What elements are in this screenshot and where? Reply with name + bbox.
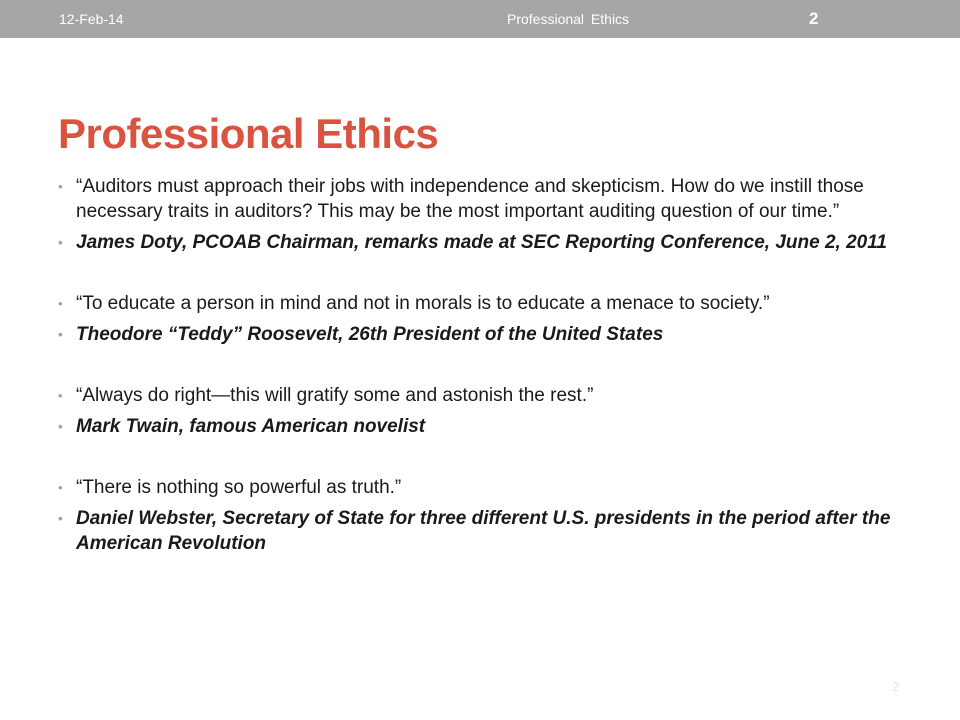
- slide-body: [58, 174, 918, 556]
- quote-text: • “Always do right—this will gratify some and astonish the rest.”: [58, 383, 918, 408]
- header-date: 12-Feb-14: [59, 11, 124, 27]
- header-slide-number: 2: [809, 9, 819, 28]
- quote-text: • “To educate a person in mind and not in morals is to educate a menace to society.”: [58, 291, 918, 316]
- header-title: Professional Ethics: [507, 11, 630, 27]
- slide-title: Professional Ethics: [58, 110, 439, 157]
- quote-attribution: • Theodore “Teddy” Roosevelt, 26th President of the United States: [58, 322, 918, 347]
- quote-attribution: • Daniel Webster, Secretary of State for three different U.S. presidents in the period after the American Revolution: [58, 506, 918, 556]
- footer-page-number: 2: [892, 679, 900, 694]
- quote-attribution: • James Doty, PCOAB Chairman, remarks made at SEC Reporting Conference, June 2, 2011: [58, 230, 918, 255]
- slide-header-bar: [0, 0, 960, 38]
- quote-text: • “There is nothing so powerful as truth.”: [58, 475, 918, 500]
- quote-attribution: • Mark Twain, famous American novelist: [58, 414, 918, 439]
- quote-text: • “Auditors must approach their jobs with independence and skepticism. How do we instill those necessary traits in auditors? This may be the most important auditing question of our time.”: [58, 174, 918, 224]
